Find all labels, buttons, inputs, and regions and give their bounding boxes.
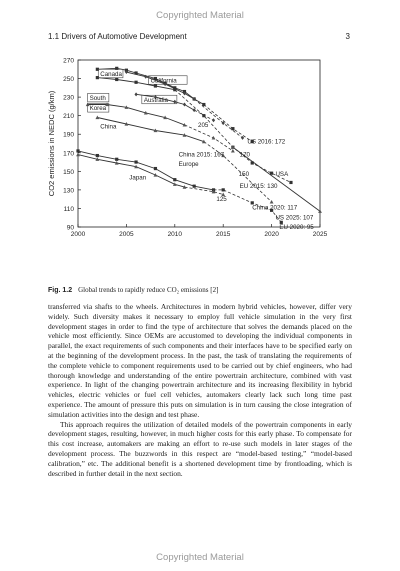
data-point-europe — [173, 178, 176, 181]
annotation-label: Canada — [100, 70, 122, 78]
series-line-japan — [78, 155, 185, 188]
data-point-europe — [222, 188, 225, 191]
y-tick-label: 150 — [63, 168, 74, 176]
annotation-label: Korea — [89, 105, 107, 113]
data-point-china — [270, 200, 274, 204]
y-tick-label: 170 — [63, 150, 74, 158]
annotation-label: 170 — [239, 151, 250, 159]
annotation-label: US 2025: 107 — [275, 214, 314, 222]
y-tick-label: 270 — [63, 57, 74, 65]
y-tick-label: 130 — [63, 187, 74, 195]
x-tick-label: 2010 — [167, 231, 183, 238]
watermark-top: Copyrighted Material — [156, 10, 244, 21]
data-point-australia — [193, 108, 196, 112]
annotation-label: China — [100, 123, 117, 131]
annotation-label: China 2015: 167 — [178, 151, 225, 159]
data-point-usa — [202, 114, 205, 117]
y-tick-label: 110 — [63, 205, 74, 213]
y-tick-label: 190 — [63, 131, 74, 139]
annotation-label: US 2016: 172 — [247, 138, 286, 146]
data-point-usa — [134, 81, 137, 84]
x-tick-label: 2005 — [119, 231, 134, 238]
annotation-label: South — [89, 94, 106, 102]
data-point-usa — [154, 84, 157, 87]
data-point-australia — [173, 100, 176, 104]
data-point-australia — [212, 118, 215, 122]
annotation-label: EU 2015: 130 — [239, 183, 278, 191]
data-point-usa — [173, 88, 176, 91]
annotation-label: Europe — [178, 160, 199, 168]
figure-caption — [48, 286, 352, 294]
y-tick-label: 210 — [63, 113, 74, 121]
figure-label: Fig. 1.2 — [48, 287, 73, 294]
data-point-japan — [76, 153, 80, 157]
co2-trends-chart — [40, 54, 340, 282]
data-point-europe — [76, 149, 79, 152]
annotation-label: California — [150, 77, 177, 85]
data-point-australia — [183, 103, 186, 107]
watermark-bottom: Copyrighted Material — [156, 552, 244, 563]
data-point-europe — [115, 158, 118, 161]
data-point-usa — [115, 78, 118, 81]
data-point-usa — [289, 181, 292, 184]
figure-caption-text: Global trends to rapidly reduce CO₂ emissions [2] — [78, 286, 219, 294]
annotation-label: USA — [275, 170, 289, 178]
annotation-label: Australia — [143, 96, 168, 104]
data-point-australia — [134, 92, 137, 96]
annotation-label: China 2020: 117 — [252, 204, 298, 212]
y-tick-label: 230 — [63, 94, 74, 102]
data-point-europe — [154, 167, 157, 170]
y-axis-label: CO2 emissions in NEDC (g/km) — [47, 90, 56, 197]
series-projection-usa — [175, 90, 291, 183]
y-tick-label: 90 — [66, 224, 74, 232]
data-point-canada — [231, 127, 234, 130]
annotation-label: 125 — [216, 196, 227, 204]
y-tick-label: 250 — [63, 76, 74, 84]
data-point-europe — [96, 154, 99, 157]
annotation-label: EU 2020: 95 — [279, 223, 314, 231]
annotation-label: 205 — [198, 121, 209, 129]
x-tick-label: 2020 — [264, 231, 279, 238]
running-header — [48, 32, 350, 46]
annotation-label: 150 — [238, 170, 250, 178]
data-point-south-korea — [231, 149, 235, 153]
x-tick-label: 2015 — [215, 231, 231, 238]
annotation-label: Japan — [129, 174, 147, 182]
body-text — [48, 302, 352, 478]
data-point-europe — [134, 160, 137, 163]
data-point-europe — [193, 185, 196, 188]
series-projection-canada — [204, 105, 252, 142]
section-title: 1.1 Drivers of Automotive Development — [48, 32, 187, 41]
data-point-china — [95, 116, 99, 120]
paragraph-2: This approach requires the utilization of detailed models of the powertrain components in early development stages, resulting, however, in much higher costs for this early phase. To compensate for this cost increase, automakers are making an effort to re-use such models in later stages of the development process. The buzzwords in this respect are “model-based testing,” “model-based calibration,” etc. The additional benefit is a shortened development time by frontloading, which is described in further detail in the next section. — [48, 419, 352, 478]
page-number: 3 — [345, 32, 350, 41]
paragraph-1: transferred via shafts to the wheels. Architectures in modern hybrid vehicles, however, differ very widely. Such diversity makes it necessary to employ full vehicle simulation in the very first development stages in order to find the type of architecture that solves the demands placed on the vehicle most efficiently. Since OEMs are accustomed to developing the individual components in parallel, the exact requirements of such components and their interfaces have to be specified early on at the beginning of the development process. In the past, the task of translating the requirements of the complete vehicle to component requirements used to be carried out by chief engineers, who had thorough knowledge and understanding of the entire powertrain architecture, combined with vast experience. In light of the changing powertrain architecture and its increasing flexibility in hybrid vehicles, electric vehicles or fuel cell vehicles, automakers clearly lack such long time past experience. The amount of pressure this puts on simulation is in turn causing the close integration of simulation activities into the design and test phase. — [48, 302, 352, 419]
x-tick-label: 2000 — [70, 231, 86, 238]
x-tick-label: 2025 — [312, 231, 328, 238]
